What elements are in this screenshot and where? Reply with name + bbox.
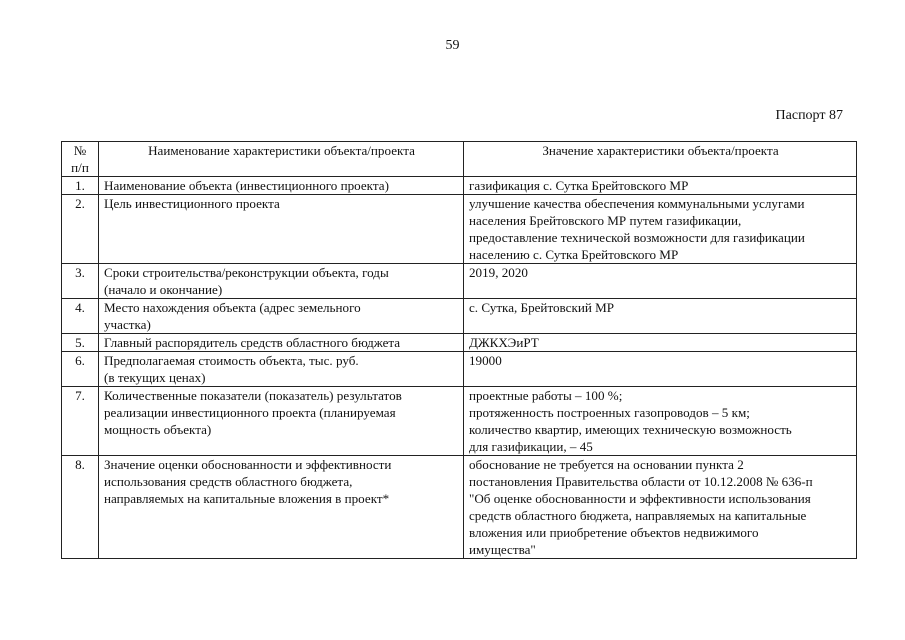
table-row bbox=[62, 352, 857, 387]
table-header-row bbox=[62, 142, 857, 177]
page-number: 59 bbox=[445, 38, 460, 53]
row-number: 4. bbox=[62, 299, 99, 334]
row-number: 5. bbox=[62, 334, 99, 352]
table-row bbox=[62, 177, 857, 195]
row-value: газификация с. Сутка Брейтовского МР bbox=[464, 177, 857, 195]
header-characteristic-name: Наименование характеристики объекта/проекта bbox=[99, 142, 464, 177]
row-number: 8. bbox=[62, 456, 99, 559]
row-value: ДЖКХЭиРТ bbox=[464, 334, 857, 352]
row-name: Наименование объекта (инвестиционного проекта) bbox=[99, 177, 464, 195]
table-row bbox=[62, 334, 857, 352]
row-number: 1. bbox=[62, 177, 99, 195]
row-number: 3. bbox=[62, 264, 99, 299]
row-name: Сроки строительства/реконструкции объекта, годы (начало и окончание) bbox=[99, 264, 464, 299]
table-row bbox=[62, 264, 857, 299]
row-value: обоснование не требуется на основании пункта 2 постановления Правительства области от 10.12.2008 № 636-п "Об оценке обоснованности и эффективности использования средств областного бюджета, направляемых на капитальные вложения или приобретение объектов недвижимого имущества" bbox=[464, 456, 857, 559]
row-value: с. Сутка, Брейтовский МР bbox=[464, 299, 857, 334]
row-number: 7. bbox=[62, 387, 99, 456]
row-name: Место нахождения объекта (адрес земельного участка) bbox=[99, 299, 464, 334]
header-number: № п/п bbox=[62, 142, 99, 177]
row-name: Цель инвестиционного проекта bbox=[99, 195, 464, 264]
passport-table bbox=[61, 141, 857, 559]
row-value: 2019, 2020 bbox=[464, 264, 857, 299]
header-characteristic-value: Значение характеристики объекта/проекта bbox=[464, 142, 857, 177]
row-name: Количественные показатели (показатель) результатов реализации инвестиционного проекта (планируемая мощность объекта) bbox=[99, 387, 464, 456]
table-row bbox=[62, 387, 857, 456]
row-number: 6. bbox=[62, 352, 99, 387]
row-name: Предполагаемая стоимость объекта, тыс. руб. (в текущих ценах) bbox=[99, 352, 464, 387]
row-value: улучшение качества обеспечения коммунальными услугами населения Брейтовского МР путем газификации, предоставление технической возможности для газификации населению с. Сутка Брейтовского МР bbox=[464, 195, 857, 264]
row-name: Главный распорядитель средств областного бюджета bbox=[99, 334, 464, 352]
table-row bbox=[62, 456, 857, 559]
passport-title: Паспорт 87 bbox=[775, 108, 843, 123]
row-value: проектные работы – 100 %; протяженность построенных газопроводов – 5 км; количество квартир, имеющих техническую возможность для газификации, – 45 bbox=[464, 387, 857, 456]
table-row bbox=[62, 299, 857, 334]
row-value: 19000 bbox=[464, 352, 857, 387]
table-row bbox=[62, 195, 857, 264]
row-name: Значение оценки обоснованности и эффективности использования средств областного бюджета, направляемых на капитальные вложения в проект* bbox=[99, 456, 464, 559]
row-number: 2. bbox=[62, 195, 99, 264]
